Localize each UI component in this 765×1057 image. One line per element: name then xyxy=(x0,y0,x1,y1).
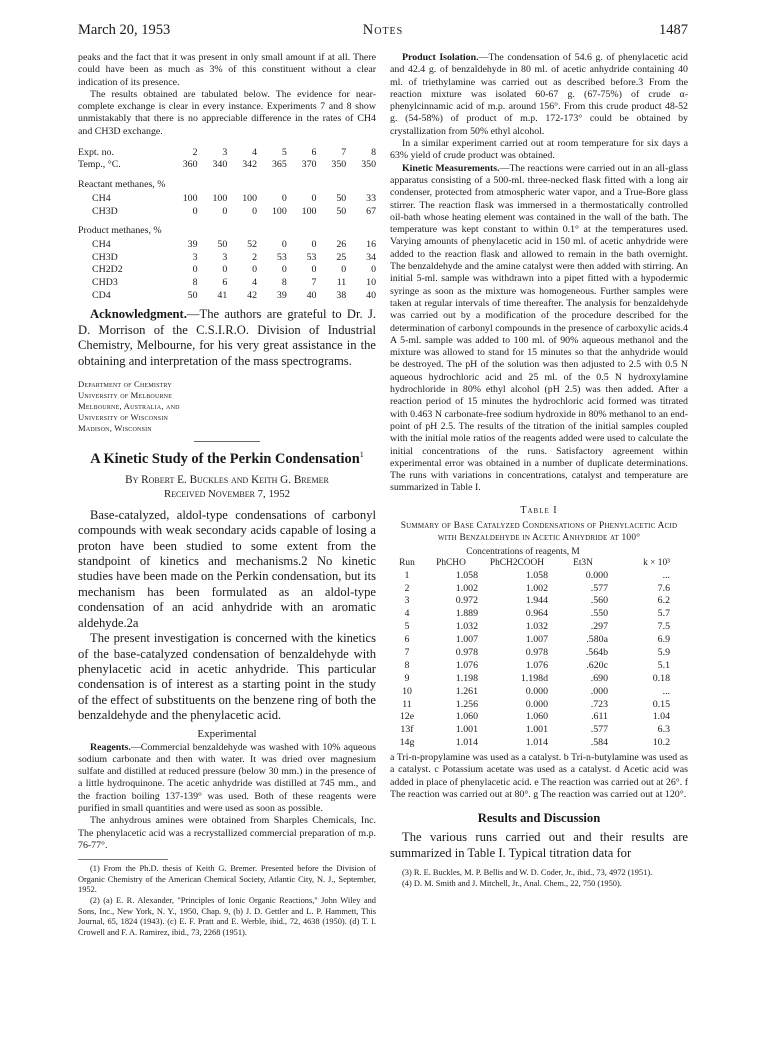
footnote: (1) From the Ph.D. thesis of Keith G. Bremer. Presented before the Division of Organic Chemistry of the American Chemical Society, Atlantic City, N. J., September, 1952. xyxy=(78,864,376,895)
table-cell: 10 xyxy=(366,277,376,289)
section-label: Reactant methanes, % xyxy=(78,179,166,191)
table-cell: 8 xyxy=(371,146,376,158)
table-row xyxy=(390,646,688,659)
table-cell: 5 xyxy=(281,146,287,158)
table-number: Table I xyxy=(520,504,558,516)
table-cell: 50 xyxy=(336,205,347,217)
table-row xyxy=(390,582,688,595)
table-cell: 0 xyxy=(371,264,376,276)
table-cell: 0.18 xyxy=(652,672,670,684)
table-cell: 5 xyxy=(404,621,410,633)
table-cell xyxy=(390,547,424,558)
column-header: Et3N xyxy=(573,558,593,569)
table-cell: 2 xyxy=(252,251,258,263)
table-cell: 1.076 xyxy=(525,659,548,671)
table-cell: 0.972 xyxy=(455,595,478,607)
table-cell: 1.014 xyxy=(525,737,548,749)
table-cell: 3 xyxy=(192,251,198,263)
header-row xyxy=(78,146,376,159)
column-group-label: Concentrations of reagents, M xyxy=(466,547,580,558)
paragraph: The various runs carried out and their results are summarized in Table I. Typical titration data for xyxy=(390,830,688,860)
table-row xyxy=(390,607,688,620)
table-cell: .577 xyxy=(590,724,608,736)
table-cell: 100 xyxy=(301,205,317,217)
table-cell: 1.944 xyxy=(525,595,548,607)
table-cell: 342 xyxy=(242,159,258,171)
footnote-divider xyxy=(78,859,168,860)
table-cell: 1.002 xyxy=(525,582,548,594)
table-row xyxy=(78,264,376,277)
table-cell: 1.198d xyxy=(520,672,548,684)
byline: By Robert E. Buckles and Keith G. Bremer xyxy=(125,473,329,486)
table-cell: 34 xyxy=(366,251,376,263)
table-cell: 8 xyxy=(281,277,287,289)
row-label: Expt. no. xyxy=(78,146,114,158)
table-cell: 350 xyxy=(361,159,376,171)
table-cell: 7 xyxy=(311,277,317,289)
divider xyxy=(194,441,260,442)
table-cell: 1.198 xyxy=(455,672,478,684)
table-cell: .564b xyxy=(585,646,608,658)
table-cell: .620c xyxy=(586,659,608,671)
paragraph: Reagents.—Commercial benzaldehyde was washed with 10% aqueous sodium carbonate and then with water. It was dried over magnesium sulfate and distilled at reduced pressure (below 30 mm.) in the presence of a little hydroquinone. The acetic anhydride was distilled at 745 mm., and the fraction boiling 137-139° was used. Both of these reagents were purified in small quantities and were used as soon as possible. xyxy=(78,741,376,815)
table-cell: 50 xyxy=(336,193,347,205)
left-column xyxy=(78,52,376,938)
table-cell: 8 xyxy=(192,277,198,289)
table-cell: 42 xyxy=(247,289,258,301)
table-cell: 40 xyxy=(366,289,376,301)
table-cell: 6 xyxy=(311,146,317,158)
table-cell: 1.007 xyxy=(525,634,548,646)
table-footnotes: a Tri-n-propylamine was used as a catalyst. b Tri-n-butylamine was used as a catalyst. c Potassium acetate was used as a catalyst. d Acetic acid was added in place of phenylacetic acid. e The reaction was carried out at 26°. f The reaction was carried out at 80°. g The reaction was carried out at 120°. xyxy=(390,752,688,801)
table-cell xyxy=(622,547,688,558)
table-cell: 0.15 xyxy=(652,698,670,710)
table-cell: 41 xyxy=(217,289,228,301)
table-cell: 3 xyxy=(222,146,228,158)
row-label: CH3D xyxy=(92,205,118,217)
column-header: PhCH2COOH xyxy=(489,558,545,569)
header-page-number: 1487 xyxy=(659,22,688,38)
table-cell: 26 xyxy=(336,239,347,251)
paragraph: The anhydrous amines were obtained from Sharples Chemicals, Inc. The phenylacetic acid was a recrystallized commercial preparation of m.p. 76-77°. xyxy=(78,815,376,851)
header-row xyxy=(390,558,688,569)
table-row xyxy=(390,736,688,749)
table-cell: 39 xyxy=(276,289,287,301)
table-cell: 39 xyxy=(187,239,198,251)
table-cell: 10.2 xyxy=(652,737,670,749)
table-cell: .577 xyxy=(590,582,608,594)
table-cell: 350 xyxy=(331,159,347,171)
table-cell: 0.978 xyxy=(525,646,548,658)
paragraph: The present investigation is concerned with the kinetics of the base-catalyzed condensation of benzaldehyde with phenylacetic acid in acetic anhydride. This particular condensation is of interest as a starting point in the study of the effect of substituents on the benzene ring of both the benzaldehyde and the phenylacetic acid. xyxy=(78,631,376,723)
table-cell: 1.889 xyxy=(455,608,478,620)
table-cell: 1.076 xyxy=(455,659,478,671)
table-row xyxy=(390,710,688,723)
table-cell: 0 xyxy=(252,205,258,217)
row-label: CH4 xyxy=(92,193,111,205)
table-cell: 0.000 xyxy=(585,569,608,581)
table-cell: 3 xyxy=(222,251,228,263)
column-header: Run xyxy=(399,558,415,569)
table-cell: 2 xyxy=(192,146,198,158)
affiliation-line: University of Wisconsin xyxy=(78,412,169,423)
table-cell: 1.032 xyxy=(525,621,548,633)
table-cell: 100 xyxy=(212,193,228,205)
table-row xyxy=(390,594,688,607)
affiliation-line: Madison, Wisconsin xyxy=(78,423,152,434)
table-cell: .580a xyxy=(586,634,608,646)
row-label: Temp., °C. xyxy=(78,159,121,171)
affiliation-line: Melbourne, Australia, and xyxy=(78,401,180,412)
table-cell: 53 xyxy=(306,251,317,263)
table-cell: 1.007 xyxy=(455,634,478,646)
table-cell: 0 xyxy=(281,239,287,251)
table-cell: 0 xyxy=(281,193,287,205)
section-label: Product methanes, % xyxy=(78,225,162,237)
table-cell: 6 xyxy=(404,634,410,646)
table-cell: 5.1 xyxy=(657,659,670,671)
table-cell: 1.002 xyxy=(455,582,478,594)
table-cell: 10 xyxy=(402,685,412,697)
table-cell: 0 xyxy=(222,205,228,217)
table-cell: 25 xyxy=(336,251,347,263)
table-cell: 6.3 xyxy=(657,724,670,736)
table-cell: 100 xyxy=(182,193,198,205)
table-cell: 365 xyxy=(271,159,287,171)
right-column xyxy=(390,52,688,889)
table-cell: 16 xyxy=(366,239,376,251)
table-cell: 13f xyxy=(400,724,414,736)
exchange-table xyxy=(78,146,376,301)
table-cell: 100 xyxy=(242,193,258,205)
paragraph: peaks and the fact that it was present in only small amount if at all. There could have been as much as 3% of this constituent without a clear indication of its presence. xyxy=(78,52,376,88)
table-cell: 0 xyxy=(192,264,198,276)
table-cell: 0 xyxy=(311,193,317,205)
table-row xyxy=(390,659,688,672)
table-cell: 12e xyxy=(399,711,415,723)
table-cell: 100 xyxy=(271,205,287,217)
table-cell: 1.001 xyxy=(525,724,548,736)
row-label: CH3D xyxy=(92,251,118,263)
table-cell: 340 xyxy=(212,159,228,171)
paragraph: In a similar experiment carried out at room temperature for six days a 63% yield of crude product was obtained. xyxy=(390,138,688,162)
affiliation-line: University of Melbourne xyxy=(78,390,173,401)
table-cell: 0 xyxy=(311,239,317,251)
table-cell: 0 xyxy=(252,264,258,276)
table-cell: 1.058 xyxy=(525,569,548,581)
table-cell: .560 xyxy=(590,595,608,607)
table-cell: .297 xyxy=(590,621,608,633)
section-row xyxy=(78,171,376,192)
acknowledgment: Acknowledgment.—The authors are grateful to Dr. J. D. Morrison of the C.S.I.R.O. Division of Industrial Chemistry, Melbourne, for his very great assistance in the obtaining and interpretation of the mass spectrograms. xyxy=(78,307,376,368)
table-row xyxy=(78,251,376,264)
header-date: March 20, 1953 xyxy=(78,22,171,38)
summary-table xyxy=(390,547,688,749)
table-row xyxy=(390,685,688,698)
table-cell: 4 xyxy=(404,608,410,620)
table-cell: 11 xyxy=(336,277,347,289)
table-cell: 40 xyxy=(306,289,317,301)
table-cell: 1.014 xyxy=(455,737,478,749)
table-cell: 0 xyxy=(311,264,317,276)
table-cell: 0 xyxy=(281,264,287,276)
table-row xyxy=(390,698,688,711)
paragraph: Product Isolation.—The condensation of 54.6 g. of phenylacetic acid and 42.4 g. of benzaldehyde in 80 ml. of acetic anhydride containing 40 ml. of triethylamine was carried out as described before.3 From the reaction mixture was isolated 60-67 g. (67-75%) of crude α-phenylcinnamic acid of m.p. around 156°. From this crude product 48-52 g. (54-58%) of product of m.p. 172-173° could be obtained by crystallization from 50% ethyl alcohol. xyxy=(390,52,688,137)
row-label: CH4 xyxy=(92,239,111,251)
table-cell: 50 xyxy=(217,239,228,251)
table-cell: 0.978 xyxy=(455,646,478,658)
table-cell: 3 xyxy=(404,595,410,607)
table-cell: 1.060 xyxy=(455,711,478,723)
table-cell: 6.9 xyxy=(657,634,670,646)
table-cell: 360 xyxy=(182,159,198,171)
section-heading: Experimental xyxy=(197,727,257,740)
table-row xyxy=(78,192,376,205)
table-cell: 4 xyxy=(252,146,258,158)
column-header: PhCHO xyxy=(436,558,466,569)
table-cell: .550 xyxy=(590,608,608,620)
table-row xyxy=(390,672,688,685)
table-cell: 50 xyxy=(187,289,198,301)
table-cell: .000 xyxy=(590,685,608,697)
table-cell: .690 xyxy=(590,672,608,684)
table-cell: .611 xyxy=(591,711,608,723)
table-cell: 6 xyxy=(222,277,228,289)
table-cell: 5.7 xyxy=(657,608,670,620)
table-cell: 52 xyxy=(247,239,258,251)
row-label: CD4 xyxy=(92,289,111,301)
table-cell: 0 xyxy=(192,205,198,217)
article-title: A Kinetic Study of the Perkin Condensation$^1$ xyxy=(90,450,364,467)
table-cell: 4 xyxy=(252,277,258,289)
table-cell: 0.000 xyxy=(525,698,548,710)
paragraph: The results obtained are tabulated below. The evidence for near-complete exchange is clear in every instance. Experiments 7 and 8 show unmistakably that there is no appreciable difference in the rates of CH4 and CH3D exchange. xyxy=(78,88,376,137)
table-row xyxy=(390,633,688,646)
table-cell: 1.256 xyxy=(455,698,478,710)
table-row xyxy=(78,289,376,302)
table-row xyxy=(78,238,376,251)
table-cell: 2 xyxy=(404,582,410,594)
table-cell: 33 xyxy=(366,193,376,205)
paragraph: Kinetic Measurements.—The reactions were carried out in an all-glass apparatus consisting of a 500-ml. three-necked flask fitted with a long air condenser, protected from atmospheric water vapor, and a True-Bore glass stirrer. The reaction flask was immersed in a thermostatically controlled oil-bath whose heating element was contained in the wall of the bath. The temperature was kept constant to within 0.1° at the temperatures used. Varying amounts of phenylacetic acid in 150 ml. of acetic anhydride were added to the reaction flask and allowed to remain in the bath overnight. The benzaldehyde and the amine catalyst were then added with stirring. An initial 5-ml. sample was withdrawn into a pipet fitted with a hypodermic syringe as soon as the mixture was homogeneous. Further samples were taken at regular intervals of time thereafter. The analysis for benzaldehyde was carried out by a modification of the procedure described for the determination of carbonyl compounds in the presence of carboxylic acids.4 A 5-ml. sample was added to 100 ml. of 90% aqueous methanol and the mixture was allowed to stand for 15 minutes so that the anhydride would be destroyed. The pH of the solution was then adjusted to 2.5 with 0.5 N aqueous hydrochloric acid and 25 ml. of the 0.5 N hydroxylamine hydrochloride in 80% ethyl alcohol (pH 2.5) was then added. After a reaction period of 15 minutes the hydrochloric acid formed was titrated with 0.463 N carbonate-free sodium hydroxide in 80% methanol to an end-point of pH 2.5. The results of the titration of the initial samples coupled with the initial mole ratios of the reagents added were used to calculate the initial concentrations of the runs. Satisfactory agreement within experimental error was obtained in a number of duplicate determinations. The runs with variations in concentrations, catalyst and temperature are summarized in Table I. xyxy=(390,162,688,494)
table-row xyxy=(390,620,688,633)
table-cell: 9 xyxy=(404,672,410,684)
table-cell: 6.2 xyxy=(657,595,670,607)
table-cell: 0.000 xyxy=(525,685,548,697)
table-cell: 5.9 xyxy=(657,646,670,658)
table-cell: 1.032 xyxy=(455,621,478,633)
section-heading: Results and Discussion xyxy=(477,811,601,826)
table-row xyxy=(78,205,376,218)
table-cell: 0 xyxy=(222,264,228,276)
table-cell: 11 xyxy=(402,698,412,710)
table-cell: 0.964 xyxy=(525,608,548,620)
table-cell: .584 xyxy=(590,737,608,749)
table-cell: 370 xyxy=(301,159,317,171)
table-cell: 14g xyxy=(399,737,415,749)
table-cell: 7.6 xyxy=(657,582,670,594)
footnote: (3) R. E. Buckles, M. P. Bellis and W. D. Coder, Jr., ibid., 73, 4972 (1951). xyxy=(402,868,653,878)
paragraph: Base-catalyzed, aldol-type condensations of carbonyl compounds with weak secondary acids capable of losing a proton have been studied to some extent from the standpoint of kinetics and mechanisms.2 No kinetic studies have been made on the Perkin condensation, but its mechanism has been formulated as an aldol-type condensation of an acid anhydride with an aromatic aldehyde.2a xyxy=(78,507,376,630)
table-cell: 7 xyxy=(341,146,347,158)
running-header xyxy=(78,22,688,42)
table-cell: 7 xyxy=(404,646,410,658)
column-header: k × 10³ xyxy=(643,558,670,569)
table-cell: 53 xyxy=(276,251,287,263)
footnote: (4) D. M. Smith and J. Mitchell, Jr., Anal. Chem., 22, 750 (1950). xyxy=(402,878,622,888)
table-caption: Summary of Base Catalyzed Condensations of Phenylacetic Acid with Benzaldehyde in Acetic Anhydride at 100° xyxy=(400,520,678,543)
table-cell: 7.5 xyxy=(657,621,670,633)
received-date: Received November 7, 1952 xyxy=(163,487,291,500)
group-header-row xyxy=(390,547,688,558)
header-section: Notes xyxy=(362,22,404,38)
table-cell: 38 xyxy=(336,289,347,301)
table-cell: 1.04 xyxy=(652,711,670,723)
table-cell: ... xyxy=(662,685,670,697)
table-cell: 1.060 xyxy=(525,711,548,723)
row-label: CHD3 xyxy=(92,277,118,289)
table-row xyxy=(390,723,688,736)
table-cell: 1.001 xyxy=(455,724,478,736)
table-cell: 1 xyxy=(404,569,410,581)
table-row xyxy=(390,569,688,582)
affiliation xyxy=(78,379,376,434)
table-cell: 67 xyxy=(366,205,376,217)
table-cell: 1.058 xyxy=(455,569,478,581)
row-label: CH2D2 xyxy=(92,264,123,276)
table-cell: 8 xyxy=(404,659,410,671)
temperature-row xyxy=(78,159,376,172)
footnote: (2) (a) E. R. Alexander, "Principles of Ionic Organic Reactions," John Wiley and Sons, Inc., New York, N. Y., 1950, Chap. 9, (b) J. D. Gettler and L. P. Hammett, This Journal, 65, 1824 (1943). (c) E. F. Pratt and E. Werble, ibid., 72, 4638 (1950). (d) T. I. Crowell and F. A. Ramirez, ibid., 73, 2268 (1951). xyxy=(78,895,376,937)
table-cell: .723 xyxy=(590,698,608,710)
table-cell: ... xyxy=(662,569,670,581)
section-row xyxy=(78,217,376,238)
table-cell: 1.261 xyxy=(455,685,478,697)
table-row xyxy=(78,276,376,289)
affiliation-line: Department of Chemistry xyxy=(78,379,172,390)
table-cell: 0 xyxy=(341,264,347,276)
